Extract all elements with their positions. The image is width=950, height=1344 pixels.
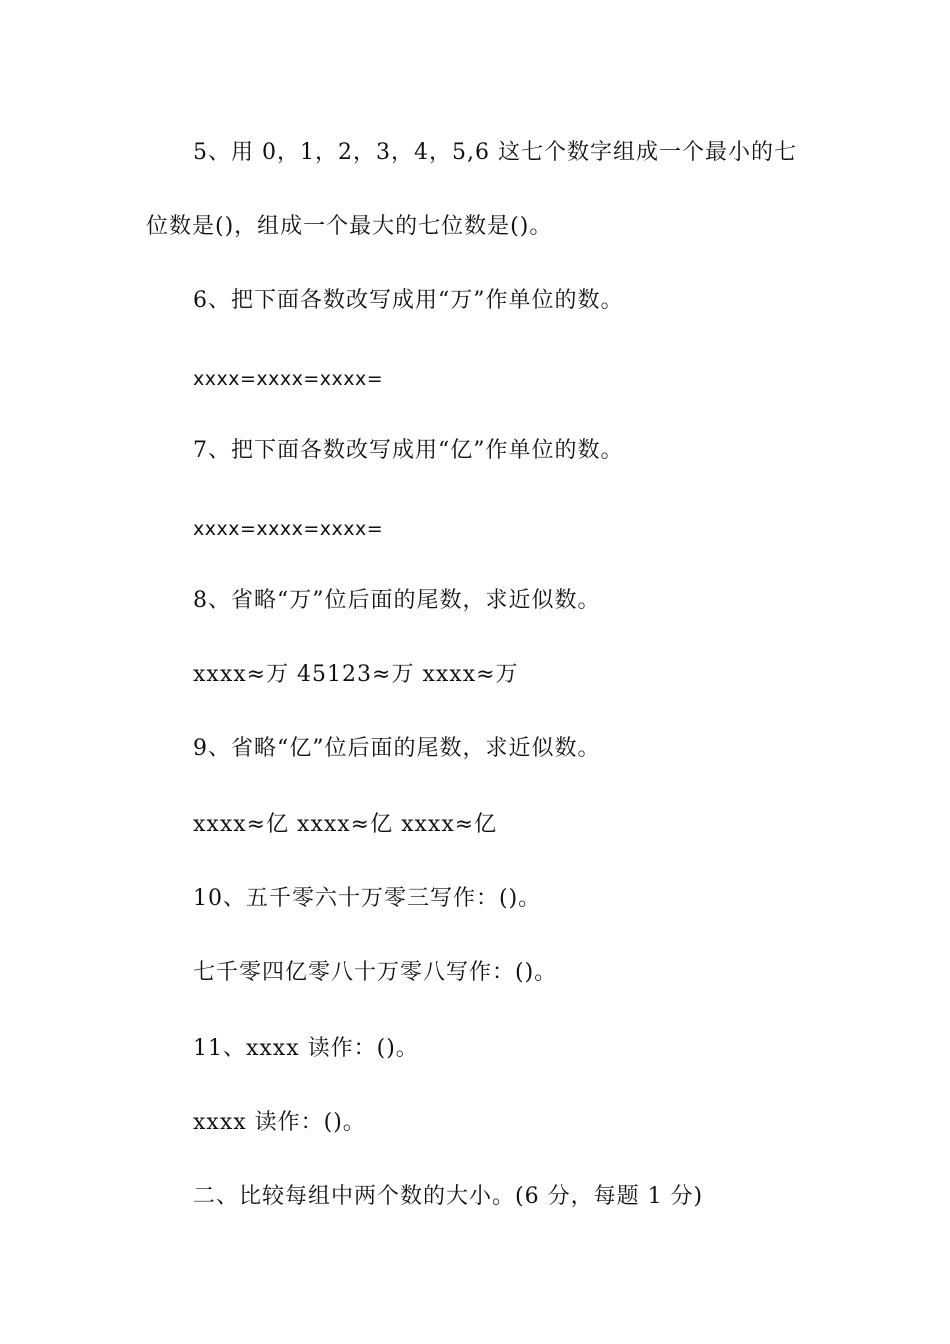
question-5-line-2: 位数是()，组成一个最大的七位数是()。 [146,214,553,239]
question-11-line-1: 11、xxxx 读作：()。 [193,1036,419,1061]
question-5-line-1: 5、用 0，1，2，3，4，5,6 这七个数字组成一个最小的七 [193,140,797,165]
question-11-line-2: xxxx 读作：()。 [193,1110,366,1135]
question-10-line-2: 七千零四亿零八十万零八写作：()。 [193,960,558,985]
question-7-prompt: 7、把下面各数改写成用“亿”作单位的数。 [193,438,624,463]
question-9-prompt: 9、省略“亿”位后面的尾数，求近似数。 [193,736,601,761]
section-2-heading: 二、比较每组中两个数的大小。(6 分，每题 1 分) [193,1184,704,1209]
question-7-items: xxxx=xxxx=xxxx= [193,518,384,540]
question-8-prompt: 8、省略“万”位后面的尾数，求近似数。 [193,588,601,613]
question-6-prompt: 6、把下面各数改写成用“万”作单位的数。 [193,288,624,313]
question-10-line-1: 10、五千零六十万零三写作：()。 [193,886,542,911]
question-6-items: xxxx=xxxx=xxxx= [193,368,384,390]
question-8-items: xxxx≈万 45123≈万 xxxx≈万 [193,662,519,687]
question-9-items: xxxx≈亿 xxxx≈亿 xxxx≈亿 [193,812,498,837]
